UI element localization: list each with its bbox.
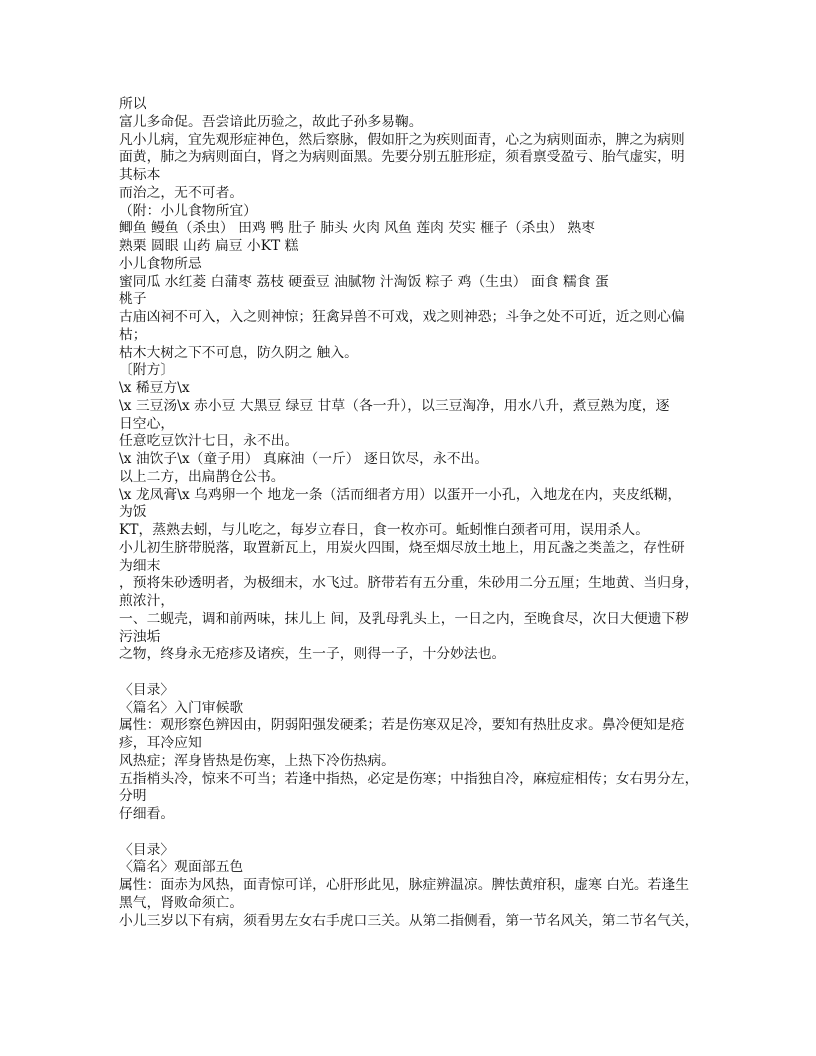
text-line: ，预将朱砂透明者，为极细末，水飞过。脐带若有五分重，朱砂用二分五厘；生地黄、当归身， (119, 575, 699, 592)
text-line: 小儿初生脐带脱落，取置新瓦上，用炭火四围，烧至烟尽放土地上，用瓦盏之类盖之，存性研 (119, 539, 685, 556)
text-line: 煎浓汁， (119, 593, 175, 609)
text-line: \x 三豆汤\x 赤小豆 大黑豆 绿豆 甘草（各一升），以三豆淘净，用水八升，煮豆熟为度，逐 (119, 397, 670, 414)
blank-line (119, 824, 719, 842)
text-line: 熟栗 圆眼 山药 扁豆 小KT 糕 (119, 238, 299, 254)
text-line: \x 龙凤膏\x 乌鸡卵一个 地龙一条（活而细者方用）以蛋开一小孔，入地龙在内，夹皮纸糊， (119, 486, 682, 503)
text-line: 为饭 (119, 504, 147, 521)
text-line: 〈篇名〉观面部五色 (119, 859, 244, 876)
text-line: 蜜同瓜 水红菱 白蒲枣 荔枝 硬蚕豆 油腻物 汁淘饭 粽子 鸡（生虫） 面食 糯食 蛋 (119, 273, 609, 290)
text-line: 面黄，肺之为病则面白，肾之为病则面黑。先要分别五脏形症，须看禀受盈亏、胎气虚实，明 (119, 149, 685, 166)
text-line: 疹，耳冷应知 (119, 735, 202, 751)
text-line: 一、二蚬壳，调和前两味，抹儿上 间，及乳母乳头上，一日之内，至晚食尽，次日大便遗下秽 (119, 610, 690, 627)
text-line: 污浊垢 (119, 628, 161, 645)
text-line: 〈目录〉 (119, 841, 175, 858)
text-line: 黑气，肾败命须亡。 (119, 894, 244, 911)
text-line: 五指梢头冷，惊来不可当；若逢中指热，必定是伤寒；中指独自冷，麻痘症相传；女右男分左， (119, 770, 699, 787)
text-line: 仔细看。 (119, 806, 175, 822)
text-line: KT，蒸熟去蚓，与儿吃之，每岁立春日，食一枚亦可。蚯蚓惟白颈者可用，误用杀人。 (119, 522, 649, 538)
blank-line (119, 664, 719, 682)
text-line: （附：小儿食物所宜） (119, 202, 257, 219)
text-line: 〈目录〉 (119, 681, 175, 698)
text-line: 而治之，无不可者。 (119, 184, 244, 201)
text-line: 任意吃豆饮汁七日，永不出。 (119, 433, 299, 450)
text-line: 鲫鱼 鳗鱼（杀虫） 田鸡 鸭 肚子 肺头 火肉 风鱼 莲肉 芡实 榧子（杀虫） 熟枣 (119, 220, 595, 237)
text-line: 为细末 (119, 557, 161, 574)
text-line: 日空心， (119, 415, 175, 432)
text-line: 〔附方〕 (119, 362, 175, 379)
text-line: 其标本 (119, 167, 161, 183)
text-line: 古庙凶祠不可入，入之则神惊；狂禽异兽不可戏，戏之则神恐；斗争之处不可近，近之则心偏 (119, 309, 685, 325)
text-line: 所以 (119, 96, 147, 112)
text-line: 以上二方，出扁鹊仓公书。 (119, 468, 285, 485)
text-line: 枯； (119, 326, 147, 343)
document-page (119, 96, 719, 930)
text-line: 枯木大树之下不可息，防久阴之 触入。 (119, 344, 358, 361)
text-line: 分明 (119, 788, 147, 805)
text-line: 〈篇名〉入门审候歌 (119, 699, 244, 716)
text-line: 桃子 (119, 291, 147, 308)
text-line: 属性：面赤为风热，面青惊可详，心肝形此见，脉症辨温凉。脾怯黄疳积，虚寒 白光。若逢生 (119, 877, 690, 893)
text-line: \x 油饮子\x（童子用） 真麻油（一斤） 逐日饮尽，永不出。 (119, 451, 489, 467)
text-line: 富儿多命促。吾尝谙此历验之，故此子孙多易鞠。 (119, 113, 423, 130)
text-line: 属性：观形察色辨因由，阴弱阳强发硬柔；若是伤寒双足冷，要知有热肚皮求。鼻冷便知是疮 (119, 717, 685, 734)
text-line: 小儿三岁以下有病，须看男左女右手虎口三关。从第二指侧看，第一节名风关，第二节名气关， (119, 912, 699, 929)
text-line: 小儿食物所忌 (119, 255, 202, 272)
text-line: \x 稀豆方\x (119, 380, 190, 396)
text-line: 之物，终身永无疮疹及诸疾，生一子，则得一子，十分妙法也。 (119, 646, 506, 663)
text-line: 风热症；浑身皆热是伤寒，上热下冷伤热病。 (119, 752, 395, 769)
text-line: 凡小儿病，宜先观形症神色，然后察脉，假如肝之为疾则面青，心之为病则面赤，脾之为病则 (119, 131, 685, 148)
